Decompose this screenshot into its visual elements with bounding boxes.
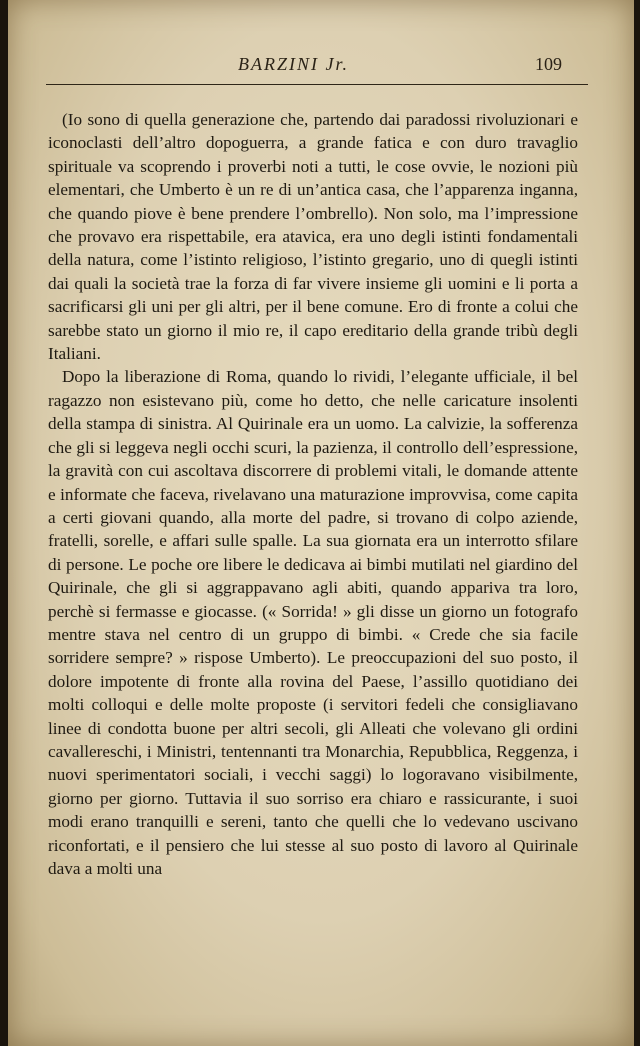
running-head: BARZINI Jr. xyxy=(238,54,349,74)
page-number: 109 xyxy=(535,54,562,74)
header-rule xyxy=(46,84,588,85)
paragraph-1: (Io sono di quella generazione che, partendo dai paradossi rivoluzionari e iconoclasti dell’altro dopoguerra, a grande fatica e con duro travaglio spirituale va scoprendo i proverbi noti a tutti, le cose ovvie, le nozioni più elementari, che Umberto è un re di un’antica casa, che l’apparenza inganna, che quando piove è bene prendere l’ombrello). Non solo, ma l’impressione che provavo era rispettabile, era atavica, era uno degli istinti fondamentali della natura, come l’istinto religioso, l’istinto gregario, uno di quegli istinti dai quali la società trae la forza di far vivere insieme gli uomini e li porta a sacrificarsi gli uni per gli altri, per il bene comune. Ero di fronte a colui che sarebbe stato un giorno il mio re, il capo ereditario della grande tribù degli Italiani. xyxy=(48,110,578,364)
paragraph-2: Dopo la liberazione di Roma, quando lo rividi, l’elegante ufficiale, il bel ragazzo non esistevano più, come ho detto, che nelle caricature insolenti della stampa di sinistra. Al Quirinale era un uomo. La calvizie, la sofferenza che gli si leggeva negli occhi scuri, la pazienza, il controllo dell’espressione, la gravità con cui ascoltava discorrere di problemi vitali, le domande attente e informate che faceva, rivelavano una maturazione improvvisa, come capita a certi giovani quando, alla morte del padre, si trovano di colpo aziende, fratelli, sorelle, e affari sulle spalle. La sua giornata era un interrotto sfilare di persone. Le poche ore libere le dedicava ai bimbi mutilati nel giardino del Quirinale, che gli si aggrappavano agli abiti, quando appariva tra loro, perchè si fermasse e giocasse. (« Sorrida! » gli disse un giorno un fotografo mentre stava nel centro di un gruppo di bimbi. « Crede che sia facile sorridere sempre? » rispose Umberto). Le preoccupazioni del suo posto, il dolore impotente di fronte alla rovina del Paese, l’assillo quotidiano dei molti colloqui e delle molte proposte (i servitori fedeli che consigliavano linee di condotta buone per altri secoli, gli Alleati che volevano gli ordini cavallereschi, i Ministri, tentennanti tra Monarchia, Repubblica, Reggenza, i nuovi sperimentatori sociali, i vecchi saggi) lo logoravano visibilmente, giorno per giorno. Tuttavia il suo sorriso era chiaro e rassicurante, i suoi modi erano tranquilli e sereni, tanto che quelli che lo vedevano uscivano riconfortati, e il pensiero che lui stesse al suo posto di lavoro al Quirinale dava a molti una xyxy=(48,367,578,878)
page-header xyxy=(8,50,634,80)
body-text xyxy=(48,108,578,880)
book-page xyxy=(8,0,634,1046)
